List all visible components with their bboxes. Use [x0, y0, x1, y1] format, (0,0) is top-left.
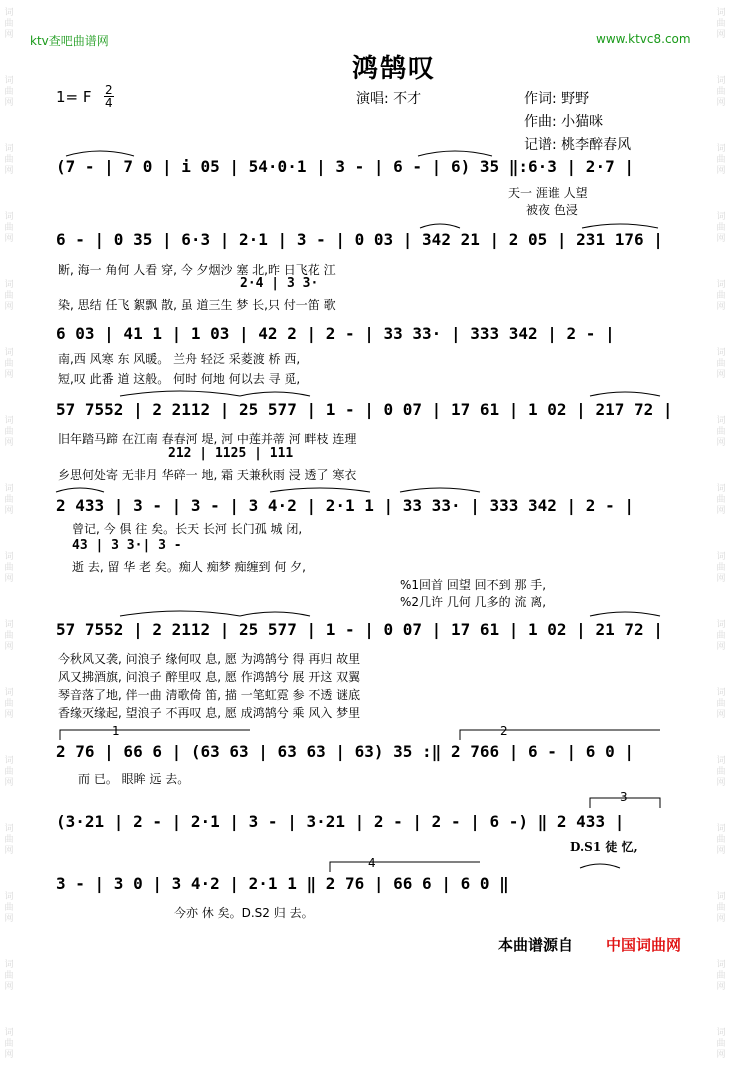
time-signature-bottom: 4	[105, 96, 113, 110]
notation-row-4-variant: 212 | 1125 | 111	[168, 446, 294, 461]
volta-4-bracket	[330, 862, 480, 872]
lyric-row-5-verse-1: 曾记, 今 俱 往 矣。长天 长河 长门孤 城 闭,	[72, 522, 303, 536]
lyric-row-9: 今亦 休 矣。D.S2 归 去。	[174, 906, 314, 920]
lyric-row-6-verse-2: 风又拂酒旗, 问浪子 醉里叹 息, 愿 作鸿鹄兮 展 开这 双翼	[58, 670, 361, 684]
lyric-row-4-verse-1: 旧年踏马蹄 在江南 春春河 堤, 河 中莲并蒂 河 畔枝 连理	[58, 432, 357, 446]
score-title: 鸿鹄叹	[352, 54, 437, 84]
notation-row-7: 2 76 | 66 6 | (63 63 | 63 63 | 63) 35 :‖ 2 766 | 6 - | 6 0 |	[56, 742, 634, 761]
notation-row-2: 6 - | 0 35 | 6·3 | 2·1 | 3 - | 0 03 | 342 21 | 2 05 | 231 176 |	[56, 230, 663, 249]
notation-row-2-variant: 2·4 | 3 3·	[240, 276, 319, 291]
lyric-row-3-verse-2: 短,叹 此番 道 这般。 何时 何地 何以去 寻 觅,	[58, 372, 301, 386]
triplet-number: 3	[620, 790, 628, 804]
notation-row-1: (7 - | 7 0 | i 05 | 54·0·1 | 3 - | 6 - | 6) 35 ‖:6·3 | 2·7 |	[56, 157, 634, 176]
slur-arc	[400, 488, 480, 492]
right-watermark-column: 词 曲 网 词 曲 网 词 曲 网 词 曲 网 词 曲 网 词 曲 网 词 曲 网 词 曲 网 词 曲 网 词 曲 网 词 曲 网 词 曲 网 词 曲 网 词 曲 网 词 曲 网 词 曲 网	[716, 8, 726, 1060]
slur-arc	[120, 611, 240, 616]
lyricist-credit: 作词: 野野	[524, 91, 590, 107]
lyric-row-4-verse-2: 乡思何处寄 无非月 华碎一 地, 霜 天兼秋雨 浸 透了 寒衣	[58, 468, 357, 482]
lyric-row-5-ds2-line: %2几许 几何 几多的 流 离,	[400, 595, 547, 609]
slur-arc	[56, 488, 104, 492]
composer-credit: 作曲: 小猫咪	[524, 114, 604, 130]
key-signature: 1= F	[56, 88, 92, 106]
slur-arc	[120, 391, 240, 396]
lyric-row-6-verse-3: 琴音落了地, 伴一曲 清歌倚 笛, 描 一笔虹霓 参 不透 谜底	[58, 688, 361, 702]
volta-1-number: 1	[112, 724, 120, 738]
notation-row-9: 3 - | 3 0 | 3 4·2 | 2·1 1 ‖ 2 76 | 66 6 | 6 0 ‖	[56, 874, 509, 893]
notation-row-8: (3·21 | 2 - | 2·1 | 3 - | 3·21 | 2 - | 2 - | 6 -) ‖ 2 433 |	[56, 812, 625, 831]
lyric-row-1-verse-1: 天一 涯谁 人望	[508, 186, 588, 200]
lyric-row-6-verse-4: 香缘灭缘起, 望浪子 不再叹 息, 愿 成鸿鹄兮 乘 风入 梦里	[58, 706, 361, 720]
lyric-row-5-verse-2: 逝 去, 留 华 老 矣。痴人 痴梦 痴缠到 何 夕,	[72, 560, 306, 574]
notation-row-5-variant: 43 | 3 3·| 3 -	[72, 538, 182, 553]
time-signature-top: 2	[105, 83, 113, 97]
slur-arc	[240, 392, 310, 396]
lyric-row-6-verse-1: 今秋风又袭, 问浪子 缘何叹 息, 愿 为鸿鹄兮 得 再归 故里	[58, 652, 361, 666]
source-site: 中国词曲网	[606, 936, 682, 954]
lyric-row-8-ds1: D.S1 徒 忆,	[570, 840, 638, 854]
volta-2-bracket	[460, 730, 660, 740]
right-site-watermark: www.ktvc8.com	[596, 32, 691, 46]
slur-arc	[590, 392, 660, 396]
volta-4-number: 4	[368, 856, 376, 870]
left-site-watermark: ktv查吧曲谱网	[30, 34, 109, 48]
singer-credit: 演唱: 不才	[356, 91, 422, 107]
volta-2-number: 2	[500, 724, 508, 738]
source-prefix: 本曲谱源自	[498, 936, 574, 954]
slur-arc	[580, 864, 620, 868]
lyric-row-7: 而 已。 眼眸 远 去。	[78, 772, 190, 786]
lyric-row-2-verse-1: 断, 海一 角何 人看 穿, 今 夕烟沙 塞 北,昨 日飞花 江	[58, 263, 336, 277]
slur-arc	[582, 224, 658, 228]
transcriber-credit: 记谱: 桃李醉春风	[524, 137, 632, 153]
lyric-row-3-verse-1: 南,西 风寒 东 风暖。 兰舟 轻泛 采菱渡 桥 西,	[58, 352, 301, 366]
volta-1-bracket	[60, 730, 250, 740]
slur-arc	[270, 488, 370, 492]
slur-arc	[420, 224, 460, 228]
slur-arc	[418, 151, 492, 156]
notation-row-3: 6 03 | 41 1 | 1 03 | 42 2 | 2 - | 33 33· | 333 342 | 2 - |	[56, 324, 615, 343]
notation-row-5: 2 433 | 3 - | 3 - | 3 4·2 | 2·1 1 | 33 33· | 333 342 | 2 - |	[56, 496, 634, 515]
triplet-bracket	[590, 798, 660, 808]
left-watermark-column: 词 曲 网 词 曲 网 词 曲 网 词 曲 网 词 曲 网 词 曲 网 词 曲 网 词 曲 网 词 曲 网 词 曲 网 词 曲 网 词 曲 网 词 曲 网 词 曲 网 词 曲 网 词 曲 网	[4, 8, 14, 1060]
slur-arc	[66, 151, 134, 156]
lyric-row-1-verse-2: 被夜 色浸	[526, 203, 578, 217]
lyric-row-2-verse-2: 染, 思结 任飞 絮飘 散, 虽 道三生 梦 长,只 付一笛 歌	[58, 298, 336, 312]
slur-arc	[590, 612, 660, 616]
notation-row-6: 57 7552 | 2 2112 | 25 577 | 1 - | 0 07 | 17 61 | 1 02 | 21 72 |	[56, 620, 663, 639]
notation-row-4: 57 7552 | 2 2112 | 25 577 | 1 - | 0 07 | 17 61 | 1 02 | 217 72 |	[56, 400, 673, 419]
slur-arc	[240, 612, 310, 616]
lyric-row-5-ds1-line: %1回首 回望 回不到 那 手,	[400, 578, 547, 592]
